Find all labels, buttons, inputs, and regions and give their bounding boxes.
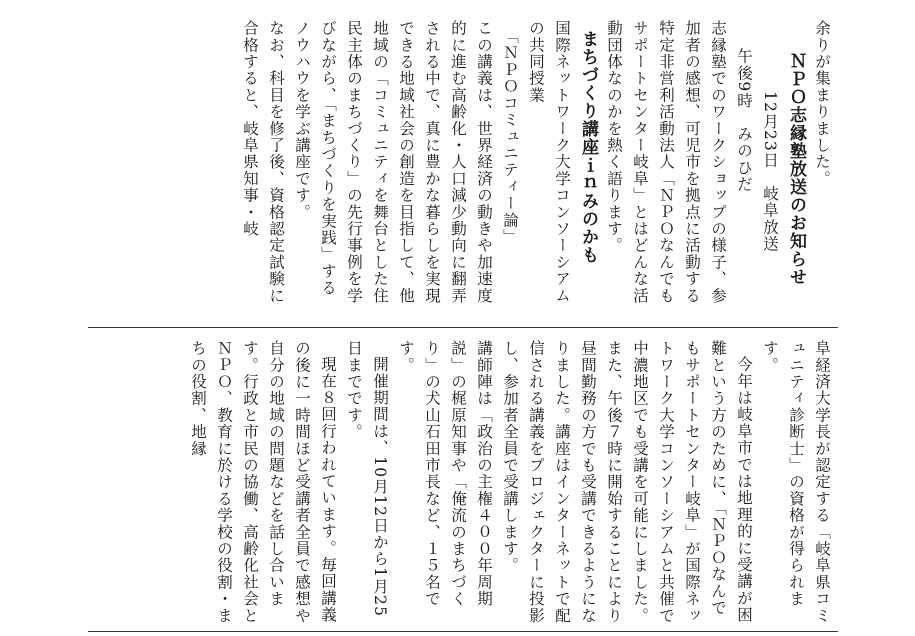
period-paragraph: 開催期間は、10月12日から1月25日までです。 xyxy=(345,340,389,617)
certification-note-start: なお、科目を修了後、資格認定試験に合格すると、岐阜県知事・岐 xyxy=(241,20,285,304)
bottom-rule xyxy=(88,631,838,632)
course-title: 「ＮＰＯコミュニティー論」 xyxy=(501,27,519,245)
lecturers-paragraph: 講師陣は「政治の主権４００年周期説」の梶原知事や「俺流のまちづくり」の犬山石田市長など、１５名です。 xyxy=(397,340,493,608)
broadcast-description: 志縁塾でのワークショップの様子、参加者の感想、可児市を拠点に活動する特定非営利活動法人「ＮＰＯなんでもサポートセンター岐阜」とはどんな活動団体なのかを熱く語ります。 xyxy=(605,20,727,304)
course-heading: まちづくり講座ｉｎみのかも xyxy=(578,30,598,265)
progress-paragraph: 現在８回行われています。毎回講義の後に一時間ほど受講者全員で感想や自分の地域の問題などを話し合います。行政と市民の協働、高齢化社会とＮＰＯ、教育に於ける学校の役割・まちの役割、地縁 xyxy=(189,340,337,624)
top-text-column xyxy=(90,20,835,312)
closing-line: 余りが集まりました。 xyxy=(813,20,831,187)
certification-note-end: 阜経済大学長が認定する「岐阜県コミュニティ診断士」の資格が得られます。 xyxy=(761,340,831,624)
course-name: 国際ネットワーク大学コンソーシアムの共同授業 xyxy=(527,20,571,304)
divider-rule xyxy=(88,327,838,328)
venue-paragraph: 今年は岐阜市では地理的に受講が困難という方のために、「ＮＰＯなんでもサポートセンター岐阜」が国際ネットワーク大学コンソーシアムと共催で中濃地区でも受講を可能にしました。また、午後７時に開始することにより昼間勤務の方でも受講できるようになりました。講座はインターネットで配信される講義をプロジェクターに投影し、参加者全員で受講します。 xyxy=(501,340,753,624)
bottom-text-column xyxy=(90,340,835,628)
broadcast-date: 12月23日 岐阜放送 xyxy=(761,91,779,253)
course-description: この講義は、世界経済の動きや加速度的に進む高齢化・人口減少動向に翻弄される中で、真に豊かな暮らしを実現できる地域社会の創造を目指して、他地域の「コミュニティを舞台とした住民主体のまちづくり」の先行事例を学びながら、「まちづくりを実践」するノウハウを学ぶ講座です。 xyxy=(293,20,493,304)
broadcast-heading: ＮＰＯ志縁塾放送のお知らせ xyxy=(786,52,806,287)
broadcast-time: 午後9時 みのひだ xyxy=(735,47,753,193)
